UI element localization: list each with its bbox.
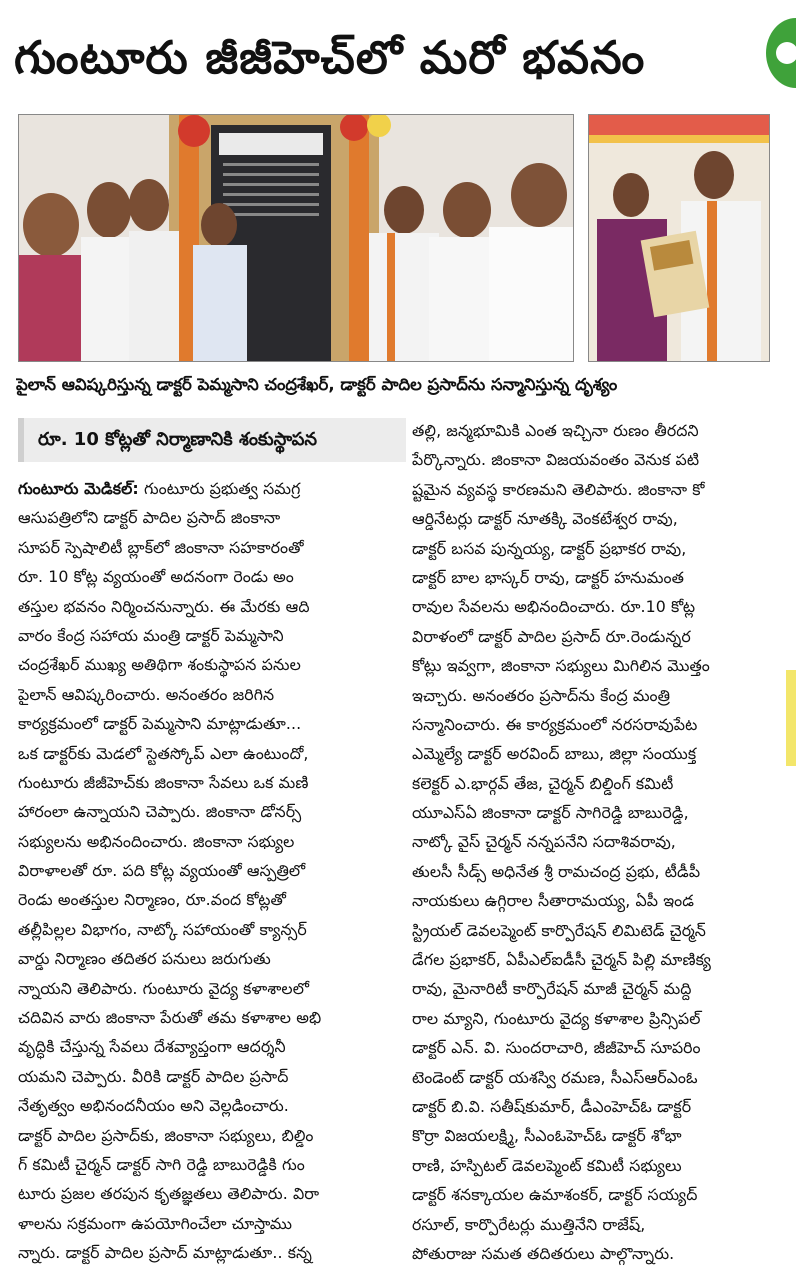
article-line: సన్మానించారు. ఈ కార్యక్రమంలో నరసరావుపేట bbox=[412, 714, 698, 734]
article-line: పైలాన్ ఆవిష్కరించారు. అనంతరం జరిగిన bbox=[18, 684, 275, 704]
article-line: న్నారు. డాక్టర్ పాదిల ప్రసాద్ మాట్లాడుతూ.. కన్న bbox=[18, 1243, 312, 1263]
article-line: విరాళాలతో రూ. పది కోట్ల వ్యయంతో ఆస్పత్రిలో bbox=[18, 861, 306, 881]
article-line: కలెక్టర్ ఎ.భార్గవ్ తేజ, చైర్మన్ బిల్డింగ్ కమిటీ bbox=[412, 773, 674, 793]
article-line: డాక్టర్ పాదిల ప్రసాద్‌కు, జింకానా సభ్యులు, బిల్డిం bbox=[18, 1125, 314, 1145]
article-line: విరాళంలో డాక్టర్ పాదిల ప్రసాద్ రూ.రెండున్నర bbox=[412, 626, 691, 646]
article-line: ఆర్డినేటర్లు డాక్టర్ నూతక్కి వెంకటేశ్వర రావు, bbox=[412, 509, 678, 529]
article-line: డేగల ప్రభాకర్, ఏపీఎల్ఐడీసీ చైర్మన్ పిల్లి మాణిక్య bbox=[412, 950, 711, 970]
article-line: డాక్టర్ ఎన్. వి. సుందరాచారి, జీజీహెచ్ సూపరిం bbox=[412, 1038, 701, 1058]
headline: గుంటూరు జీజీహెచ్‌లో మరో భవనం bbox=[14, 31, 646, 84]
article-line: రావు, మైనారిటీ కార్పొరేషన్ మాజీ చైర్మన్ మద్ది bbox=[412, 979, 692, 999]
article-line: డాక్టర్ బి.వి. సతీష్‌కుమార్, డీఎంహెచ్ఓ డాక్టర్ bbox=[412, 1096, 692, 1116]
article-line: పోతురాజు సమత తదితరులు పాల్గొన్నారు. bbox=[412, 1243, 675, 1263]
article-line: ఒక డాక్టర్‌కు మెడలో స్టెతస్కోప్ ఎలా ఉంటుందో, bbox=[18, 743, 309, 763]
article-line: టెండెంట్ డాక్టర్ యశస్వి రమణ, సీఎస్ఆర్ఎంఓ bbox=[412, 1067, 698, 1087]
article-line: పేర్కొన్నారు. జింకానా విజయవంతం వెనుక పటి bbox=[412, 450, 700, 470]
article-line: ఆసుపత్రిలోని డాక్టర్ పాదిల ప్రసాద్ జింకానా bbox=[18, 508, 281, 528]
article-line: తల్లి, జన్మభూమికి ఎంత ఇచ్చినా రుణం తీరదని bbox=[412, 421, 699, 440]
article-line: కొర్రా విజయలక్ష్మి, సీఎంఓహెచ్ఓ డాక్టర్ శోభా bbox=[412, 1126, 682, 1146]
article-line: డాక్టర్ బాల భాస్కర్ రావు, డాక్టర్ హనుమంత bbox=[412, 567, 685, 587]
article-line: చంద్రశేఖర్ ముఖ్య అతిథిగా శంకుస్థాపన పనుల bbox=[18, 655, 301, 675]
article-line: గుంటూరు జీజీహెచ్‌కు జింకానా సేవలు ఒక మణి bbox=[18, 772, 309, 792]
article-line: న్నాయని తెలిపారు. గుంటూరు వైద్య కళాశాలలో bbox=[18, 978, 310, 998]
article-line: ష్టమైన వ్యవస్థ కారణమని తెలిపారు. జింకానా కో bbox=[412, 479, 705, 499]
article-line: కోట్లు ఇవ్వగా, జింకానా సభ్యులు మిగిలిన మొత్తం bbox=[412, 656, 710, 676]
article-line: వారం కేంద్ర సహాయ మంత్రి డాక్టర్ పెమ్మసాని bbox=[18, 625, 284, 645]
article-line: హారంలా ఉన్నాయని చెప్పారు. జింకానా డోనర్స్ bbox=[18, 802, 302, 822]
article-line: టూరు ప్రజల తరపున కృతజ్ఞతలు తెలిపారు. విరా bbox=[18, 1184, 320, 1204]
dateline: గుంటూరు మెడికల్: bbox=[18, 479, 139, 498]
article-line: నాట్కో వైస్ చైర్మన్ నన్నపనేని సదాశివరావు, bbox=[412, 832, 676, 852]
photo-pylon-unveiling bbox=[18, 114, 574, 362]
photo-caption: పైలాన్ ఆవిష్కరిస్తున్న డాక్టర్ పెమ్మసాని చంద్రశేఖర్, డాక్టర్ పాదిల ప్రసాద్‌ను సన్మానిస్తున్న దృశ్యం bbox=[16, 375, 618, 394]
article-line: చదివిన వారు జింకానా పేరుతో తమ కళాశాల అభి bbox=[18, 1008, 322, 1028]
article-line: డాక్టర్ బసవ పున్నయ్య, డాక్టర్ ప్రభాకర రావు, bbox=[412, 538, 687, 558]
article-line: ళాలను సక్రమంగా ఉపయోగించేలా చూస్తాము bbox=[18, 1213, 293, 1233]
article-line: వార్డు నిర్మాణం తదితర పనులు జరుగుతు bbox=[18, 949, 271, 969]
article-line: ఎమ్మెల్యే డాక్టర్ అరవింద్ బాబు, జిల్లా సంయుక్త bbox=[412, 744, 697, 764]
article-line: యూఎస్ఏ జింకానా డాక్టర్ సాగిరెడ్డి బాబురెడ్డి, bbox=[412, 803, 689, 823]
article-column-2 bbox=[412, 416, 787, 1268]
article-line: సభ్యులను అభినందించారు. జింకానా సభ్యుల bbox=[18, 831, 295, 851]
article-line: వృద్ధికి చేస్తున్న సేవలు దేశవ్యాప్తంగా ఆదర్శనీ bbox=[18, 1037, 286, 1057]
photo-felicitation bbox=[588, 114, 770, 362]
article-line: యమని చెప్పారు. వీరికి డాక్టర్ పాదిల ప్రసాద్ bbox=[18, 1066, 289, 1086]
article-line: కార్యక్రమంలో డాక్టర్ పెమ్మసాని మాట్లాడుతూ... bbox=[18, 714, 302, 734]
article-line: తస్తుల భవనం నిర్మించనున్నారు. ఈ మేరకు ఆది bbox=[18, 596, 310, 616]
photo-felicitation-illustration bbox=[589, 115, 769, 361]
article-line: నాయకులు ఉగ్గిరాల సీతారామయ్య, ఏపీ ఇండ bbox=[412, 891, 695, 911]
side-marker bbox=[786, 670, 796, 766]
article-line: రాల మ్యాని, గుంటూరు వైద్య కళాశాల ప్రిన్సిపల్ bbox=[412, 1008, 701, 1028]
photo-pylon-illustration bbox=[19, 115, 573, 361]
article-line: గ్ కమిటీ చైర్మన్ డాక్టర్ సాగి రెడ్డి బాబురెడ్డికి గుం bbox=[18, 1154, 305, 1174]
article-line: రెండు అంతస్తుల నిర్మాణం, రూ.వంద కోట్లతో bbox=[18, 890, 287, 910]
article-line: రావుల సేవలను అభినందించారు. రూ.10 కోట్ల bbox=[412, 597, 696, 617]
article-line: సూపర్ స్పెషాలిటీ బ్లాక్‌లో జింకానా సహకారంతో bbox=[18, 537, 304, 557]
article-line: ఇచ్చారు. అనంతరం ప్రసాద్‌ను కేంద్ర మంత్రి bbox=[412, 685, 671, 705]
article-line: గుంటూరు మెడికల్: గుంటూరు ప్రభుత్వ సమగ్ర bbox=[18, 479, 301, 498]
article-line: రూ. 10 కోట్ల వ్యయంతో అదనంగా రెండు అం bbox=[18, 567, 294, 587]
article-line: తల్లీపిల్లల విభాగం, నాట్కో సహాయంతో క్యాన్సర్ bbox=[18, 919, 307, 939]
article-line: రాణి, హస్పిటల్ డెవలప్మెంట్ కమిటీ సభ్యులు bbox=[412, 1155, 682, 1175]
article-line: తులసీ సీడ్స్ అధినేత శ్రీ రామచంద్ర ప్రభు, టీడీపీ bbox=[412, 861, 701, 881]
article-line: నేతృత్వం అభినందనీయం అని వెల్లడించారు. bbox=[18, 1096, 289, 1116]
subheading: రూ. 10 కోట్లతో నిర్మాణానికి శంకుస్థాపన bbox=[18, 418, 406, 462]
article-line: స్ట్రియల్ డెవలప్మెంట్ కార్పొరేషన్ లిమిటెడ్ చైర్మన్ bbox=[412, 920, 706, 940]
edge-badge-icon bbox=[766, 18, 796, 88]
article-column-1 bbox=[18, 474, 410, 1268]
article-line: రసూల్, కార్పొరేటర్లు ముత్తినేని రాజేష్, bbox=[412, 1214, 646, 1234]
article-line: డాక్టర్ శనక్కాయల ఉమాశంకర్, డాక్టర్ సయ్యద్ bbox=[412, 1185, 698, 1205]
